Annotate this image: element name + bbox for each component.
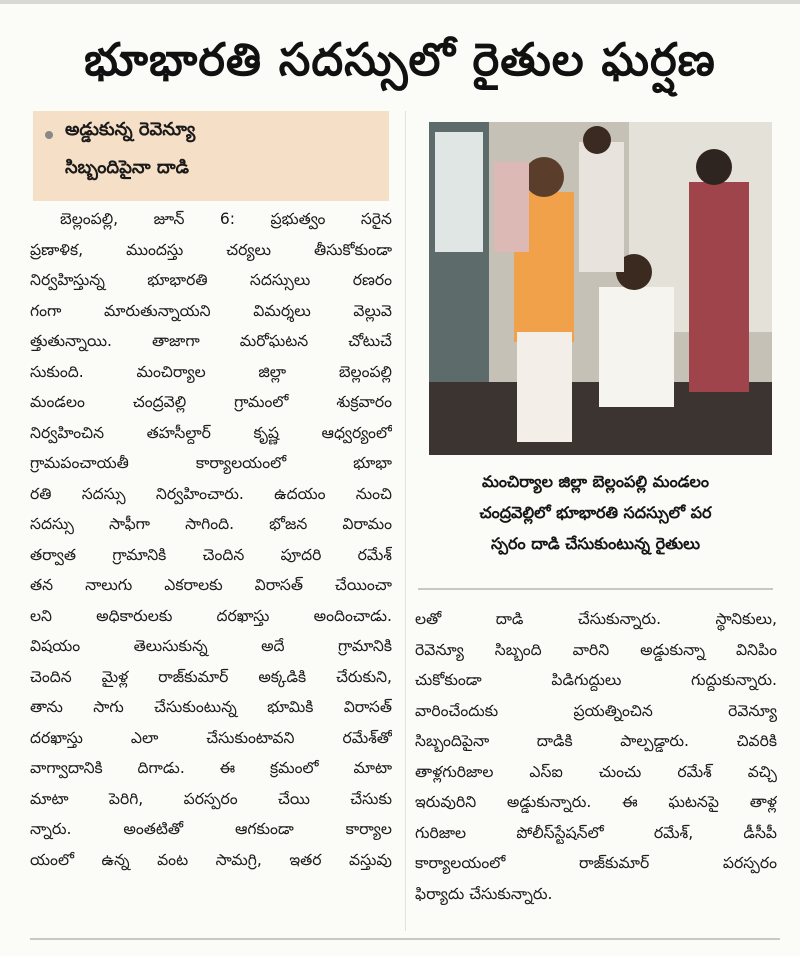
body-line: రెవెన్యూ సిబ్బంది వారిని అడ్డుకున్నా వినిపిం	[415, 640, 777, 659]
body-line: లతో దాడి చేసుకున్నారు. స్థానికులు,	[415, 610, 777, 628]
body-line: గురిజాల పోలీస్‌స్టేషన్‌లో రమేశ్, డీసీపీ	[415, 823, 777, 842]
photo-caption	[418, 466, 773, 559]
news-photo	[429, 122, 772, 455]
article-body-left	[30, 204, 392, 875]
body-line: ప్రణాళిక, ముందస్తు చర్యలు తీసుకోకుండా	[30, 240, 392, 259]
body-line: విషయం తెలుసుకున్న అదే గ్రామానికి	[30, 637, 392, 655]
body-line: తన నాలుగు ఎకరాలకు విరాసత్ చేయించా	[30, 576, 392, 594]
caption-line: స్పరం దాడి చేసుకుంటున్న రైతులు	[491, 534, 700, 553]
article-body-right	[415, 604, 777, 909]
body-line: ఇరువురిని అడ్డుకున్నారు. ఈ ఘటనపై తాళ్ల	[415, 793, 777, 811]
body-line: మాటా పెరిగి, పరస్పరం చేయి చేసుకు	[30, 789, 392, 808]
body-line: చెందిన మైళ్ల రాజ్‌కుమార్ అక్కడికి చేరుకుని,	[30, 667, 392, 686]
bullet-icon	[45, 131, 53, 139]
body-line: తాళ్లగురిజాల ఎస్ఐ చుంచు రమేశ్ వచ్చి	[415, 762, 777, 781]
body-line: సిబ్బందిపైనా దాడికి పాల్పడ్డారు. చివరికి	[415, 732, 777, 750]
body-line: బెల్లంపల్లి, జూన్ 6: ప్రభుత్వం సరైన	[60, 210, 392, 228]
body-line: గ్రామపంచాయతీ కార్యాలయంలో భూభా	[30, 454, 392, 472]
bottom-rule	[30, 938, 780, 940]
body-line: గంగా మారుతున్నాయని విమర్శలు వెల్లువె	[30, 301, 392, 320]
body-line: చుకోకుండా పిడిగుద్దులు గుద్దుకున్నారు.	[415, 671, 777, 689]
body-line: సదస్సు సాఫీగా సాగింది. భోజన విరామం	[30, 515, 392, 533]
subheadline-line-1: అడ్డుకున్న రెవెన్యూ	[65, 119, 196, 140]
body-line: కార్యాలయంలో రాజ్‌కుమార్ పరస్పరం	[415, 854, 777, 872]
headline: భూభారతి సదస్సులో రైతుల ఘర్షణ	[84, 33, 716, 86]
body-line: నిర్వహిస్తున్న భూభారతి సదస్సులు రణరం	[30, 271, 392, 289]
body-line: త్తుతున్నాయి. తాజాగా మరోఘటన చోటుచే	[30, 332, 392, 350]
top-rule	[0, 0, 800, 4]
body-line: న్నారు. అంతటితో ఆగకుండా కార్యాల	[30, 820, 392, 838]
body-line: యంలో ఉన్న వంట సామగ్రి, ఇతర వస్తువు	[30, 850, 392, 869]
body-line: తాను సాగు చేసుకుంటున్న భూమికి విరాసత్	[30, 698, 392, 716]
subheadline-line-2: సిబ్బందిపైనా దాడి	[65, 157, 189, 178]
body-line: రతి సదస్సు నిర్వహించారు. ఉదయం నుంచి	[30, 484, 392, 503]
body-line: తర్వాత గ్రామానికి చెందిన పూదరి రమేశ్	[30, 545, 392, 564]
column-divider	[405, 111, 406, 931]
body-line: దరఖాస్తు ఎలా చేసుకుంటావని రమేశ్‌తో	[30, 728, 392, 747]
body-line: నిర్వహించిన తహసీల్దార్ కృష్ణ ఆధ్వర్యంలో	[30, 423, 392, 442]
subheadline-box	[33, 111, 389, 201]
body-line: మండలం చంద్రవెల్లి గ్రామంలో శుక్రవారం	[30, 393, 392, 411]
body-line: వాగ్వాదానికి దిగాడు. ఈ క్రమంలో మాటా	[30, 759, 392, 777]
body-line: వారించేందుకు ప్రయత్నించిన రెవెన్యూ	[415, 701, 777, 720]
caption-line: చంద్రవెల్లిలో భూభారతి సదస్సులో పర	[479, 503, 712, 522]
caption-line: మంచిర్యాల జిల్లా బెల్లంపల్లి మండలం	[481, 472, 709, 491]
body-line: లని అధికారులకు దరఖాస్తు అందించాడు.	[30, 606, 392, 625]
body-line: సుకుంది. మంచిర్యాల జిల్లా బెల్లంపల్లి	[30, 362, 392, 381]
caption-rule	[418, 588, 773, 590]
body-line: ఫిర్యాదు చేసుకున్నారు.	[415, 884, 553, 903]
